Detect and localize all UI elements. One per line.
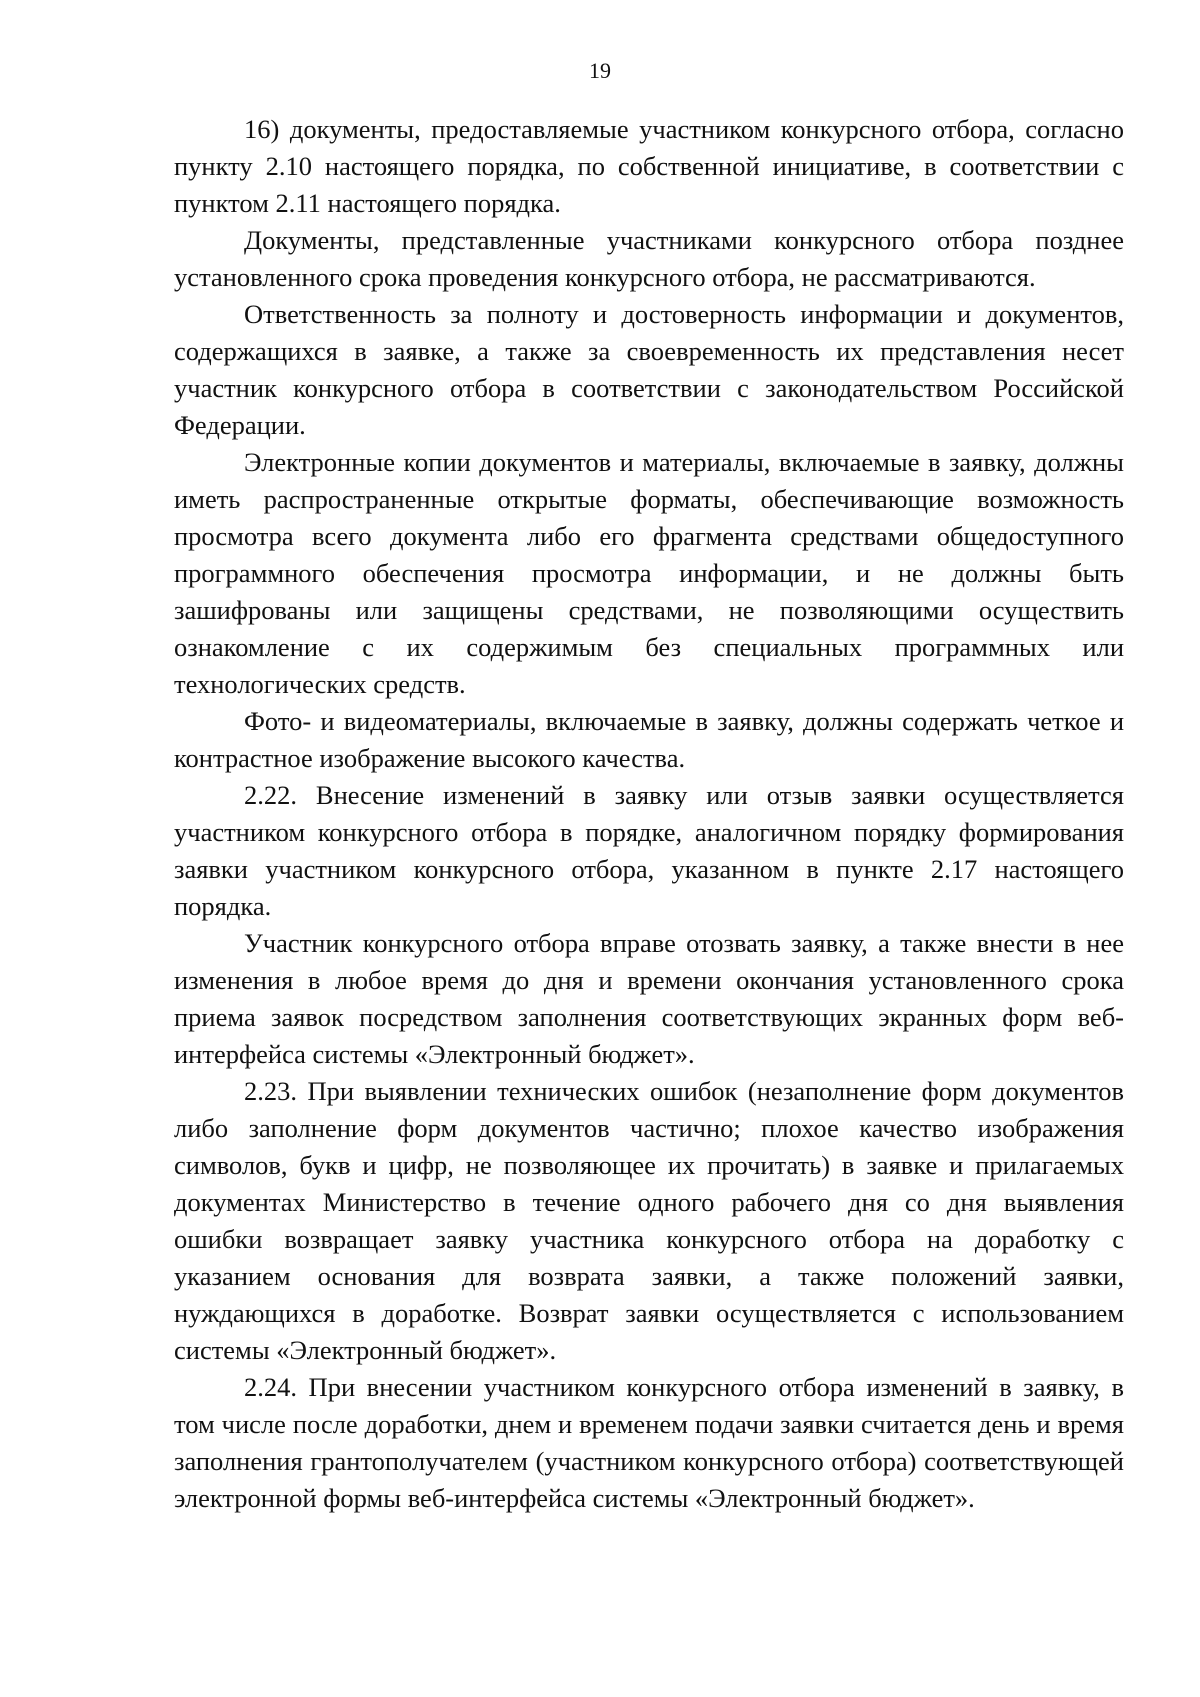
paragraph-withdraw-application: Участник конкурсного отбора вправе отозвать заявку, а также внести в нее изменения в любое время до дня и времени окончания установленного срока приема заявок посредством заполнения соответствующих экранных форм веб-интерфейса системы «Электронный бюджет». [174, 928, 1124, 1069]
paragraph-photo-video: Фото- и видеоматериалы, включаемые в заявку, должны содержать четкое и контрастное изображение высокого качества. [174, 706, 1124, 773]
paragraph-item-16: 16) документы, предоставляемые участником конкурсного отбора, согласно пункту 2.10 настоящего порядка, по собственной инициативе, в соответствии с пунктом 2.11 настоящего порядка. [174, 114, 1124, 218]
paragraph-electronic-copies: Электронные копии документов и материалы, включаемые в заявку, должны иметь распространенные открытые форматы, обеспечивающие возможность просмотра всего документа либо его фрагмента средствами общедоступного программного обеспечения просмотра информации, и не должны быть зашифрованы или защищены средствами, не позволяющими осуществить ознакомление с их содержимым без специальных программных или технологических средств. [174, 447, 1124, 699]
paragraph-late-documents: Документы, представленные участниками конкурсного отбора позднее установленного срока проведения конкурсного отбора, не рассматриваются. [174, 225, 1124, 292]
page-number: 19 [589, 58, 611, 83]
paragraph-2-22: 2.22. Внесение изменений в заявку или отзыв заявки осуществляется участником конкурсного отбора в порядке, аналогичном порядку формирования заявки участником конкурсного отбора, указанном в пункте 2.17 настоящего порядка. [174, 780, 1124, 921]
paragraph-responsibility: Ответственность за полноту и достоверность информации и документов, содержащихся в заявке, а также за своевременность их представления несет участник конкурсного отбора в соответствии с законодательством Российской Федерации. [174, 299, 1124, 440]
paragraph-2-24: 2.24. При внесении участником конкурсного отбора изменений в заявку, в том числе после доработки, днем и временем подачи заявки считается день и время заполнения грантополучателем (участником конкурсного отбора) соответствующей электронной формы веб-интерфейса системы «Электронный бюджет». [174, 1372, 1124, 1513]
paragraph-2-23: 2.23. При выявлении технических ошибок (незаполнение форм документов либо заполнение форм документов частично; плохое качество изображения символов, букв и цифр, не позволяющее их прочитать) в заявке и прилагаемых документах Министерство в течение одного рабочего дня со дня выявления ошибки возвращает заявку участника конкурсного отбора на доработку с указанием основания для возврата заявки, а также положений заявки, нуждающихся в доработке. Возврат заявки осуществляется с использованием системы «Электронный бюджет». [174, 1076, 1124, 1365]
document-body [174, 111, 1124, 1517]
